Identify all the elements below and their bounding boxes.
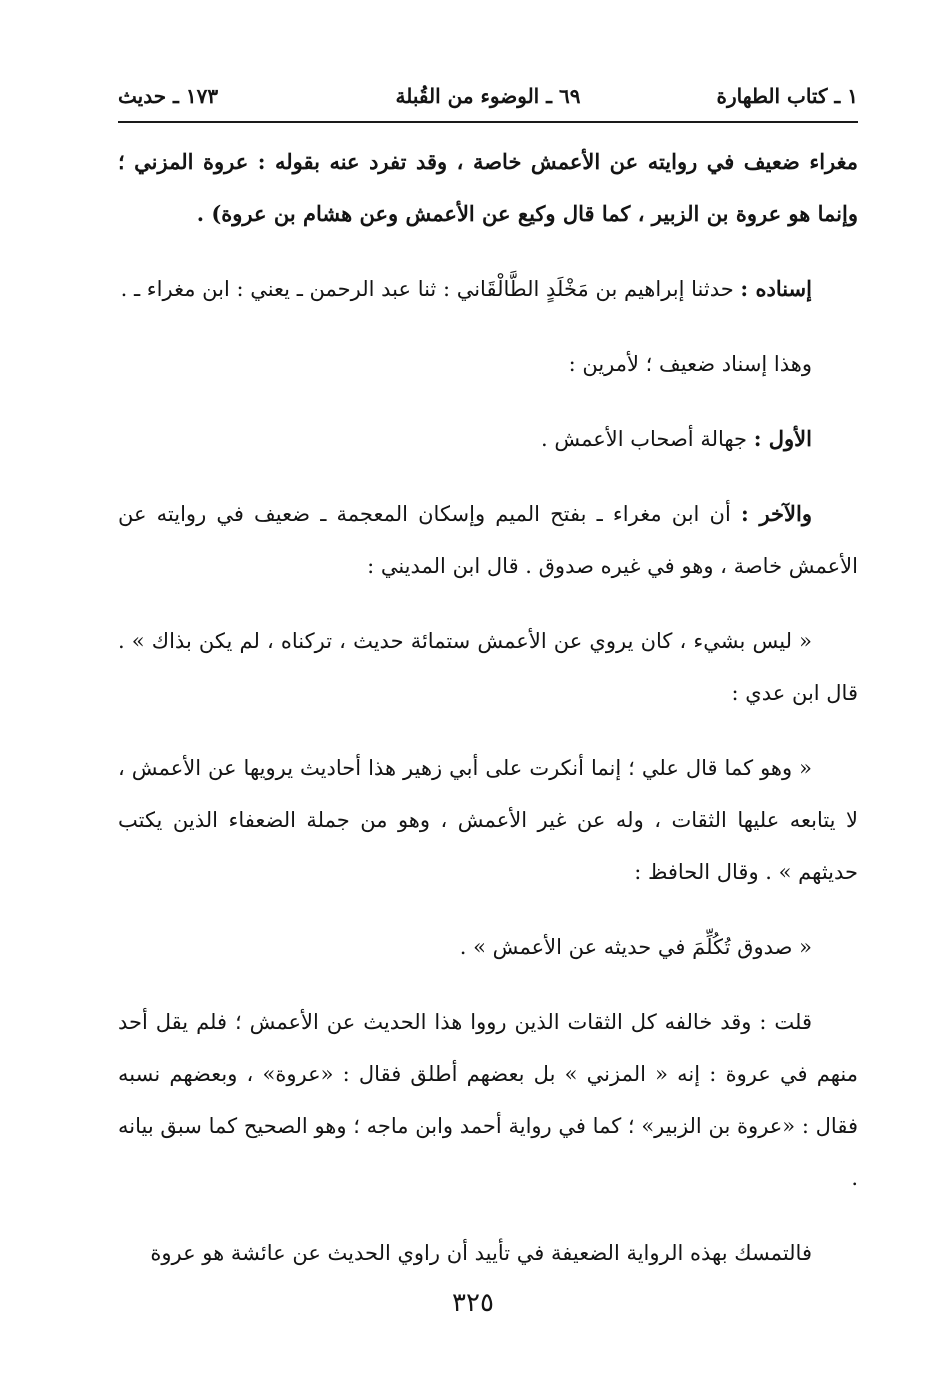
running-header [118, 84, 858, 118]
header-rule [118, 121, 858, 123]
paragraph-ibn-madini-quote: « ليس بشيء ، كان يروي عن الأعمش ستمائة حديث ، تركناه ، لم يكن بذاك » . قال ابن عدي : [118, 629, 858, 705]
first-reason-text: جهالة أصحاب الأعمش . [540, 427, 748, 451]
paragraph-hafiz-quote: « صدوق تُكُلِّمَ في حديثه عن الأعمش » . [459, 935, 812, 959]
second-reason-label: والآخر : [740, 501, 812, 526]
paragraph-first-reason [118, 413, 858, 465]
header-section: ٦٩ ـ الوضوء من القُبلة [395, 84, 581, 108]
isnad-text: حدثنا إبراهيم بن مَخْلَدٍ الطَّالْقَاني : ثنا عبد الرحمن ـ يعني : ابن مغراء ـ . [120, 277, 734, 301]
isnad-label: إسناده : [740, 276, 812, 301]
paragraph-weak-chain: وهذا إسناد ضعيف ؛ لأمرين : [568, 352, 812, 376]
paragraph-second-reason [118, 488, 858, 592]
paragraph-quote-end: مغراء ضعيف في روايته عن الأعمش خاصة ، وقد تفرد عنه بقوله : عروة المزني ؛ وإنما هو عروة بن الزبير ، كما قال وكيع عن الأعمش وعن هشام بن عروة) . [118, 149, 858, 226]
paragraph-isnad [118, 263, 858, 315]
second-reason-text: أن ابن مغراء ـ بفتح الميم وإسكان المعجمة ـ ضعيف في روايته عن الأعمش خاصة ، وهو في غيره صدوق . قال ابن المديني : [118, 502, 858, 578]
paragraph-conclusion: فالتمسك بهذه الرواية الضعيفة في تأييد أن راوي الحديث عن عائشة هو عروة [150, 1241, 812, 1265]
first-reason-label: الأول : [753, 426, 812, 451]
header-hadith-number: ١٧٣ ـ حديث [118, 84, 219, 108]
paragraph-author-note: قلت : وقد خالفه كل الثقات الذين رووا هذا الحديث عن الأعمش ؛ فلم يقل أحد منهم في عروة : إنه « المزني » بل بعضهم أطلق فقال : «عروة» ، وبعضهم نسبه فقال : «عروة بن الزبير» ؛ كما في رواية أحمد وابن ماجه ؛ وهو الصحيح كما سبق بيانه . [118, 1010, 858, 1190]
main-text [118, 136, 858, 1302]
paragraph-ibn-adi-quote: « وهو كما قال علي ؛ إنما أنكرت على أبي زهير هذا أحاديث يرويها عن الأعمش ، لا يتابعه عليها الثقات ، وله عن غير الأعمش ، وهو من جملة الضعفاء الذين يكتب حديثهم » . وقال الحافظ : [118, 756, 858, 884]
header-chapter: ١ ـ كتاب الطهارة [716, 84, 858, 108]
page-number: ٣٢٥ [452, 1288, 494, 1318]
